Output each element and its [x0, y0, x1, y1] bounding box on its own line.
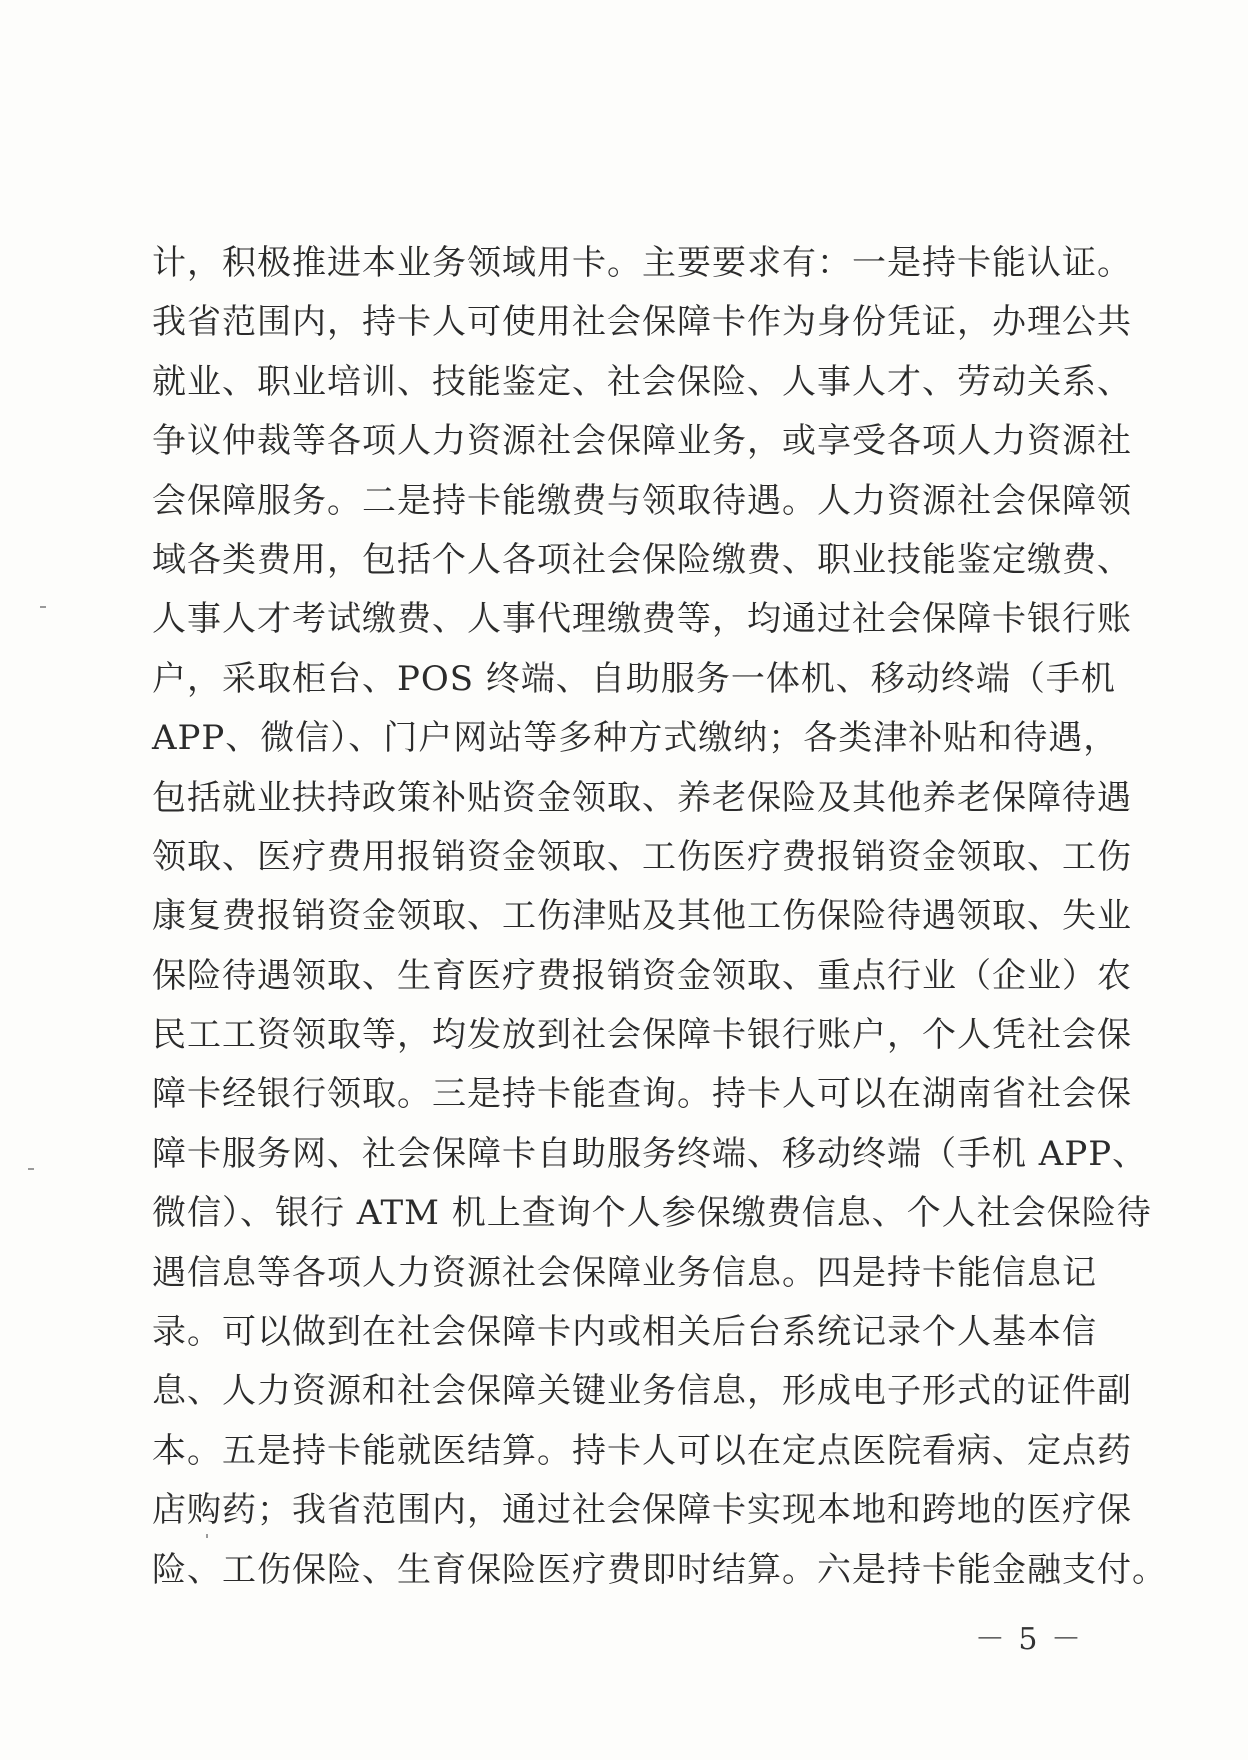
text-line: 保险待遇领取、生育医疗费报销资金领取、重点行业（企业）农 [152, 955, 1132, 996]
scan-mark [28, 1168, 34, 1170]
text-line: 险、工伤保险、生育保险医疗费即时结算。六是持卡能金融支付。 [152, 1549, 1167, 1590]
text-line: 息、人力资源和社会保障关键业务信息，形成电子形式的证件副 [152, 1371, 1132, 1412]
text-line: 域各类费用，包括个人各项社会保险缴费、职业技能鉴定缴费、 [152, 539, 1132, 580]
text-line: 民工工资领取等，均发放到社会保障卡银行账户，个人凭社会保 [152, 1015, 1132, 1056]
text-line: 我省范围内，持卡人可使用社会保障卡作为身份凭证，办理公共 [152, 302, 1132, 343]
text-line: 店购药；我省范围内，通过社会保障卡实现本地和跨地的医疗保 [152, 1490, 1132, 1531]
body-text [152, 234, 1167, 1600]
text-line: 障卡经银行领取。三是持卡能查询。持卡人可以在湖南省社会保 [152, 1074, 1132, 1115]
text-line: 微信）、银行 ATM 机上查询个人参保缴费信息、个人社会保险待 [152, 1193, 1152, 1234]
page-number: － 5 － [974, 1622, 1083, 1657]
text-line: 本。五是持卡能就医结算。持卡人可以在定点医院看病、定点药 [152, 1430, 1132, 1471]
text-line: 遇信息等各项人力资源社会保障业务信息。四是持卡能信息记 [152, 1252, 1097, 1293]
text-line: 人事人才考试缴费、人事代理缴费等，均通过社会保障卡银行账 [152, 599, 1132, 640]
text-line: 包括就业扶持政策补贴资金领取、养老保险及其他养老保障待遇 [152, 777, 1132, 818]
scan-mark [40, 606, 46, 608]
text-line: 录。可以做到在社会保障卡内或相关后台系统记录个人基本信 [152, 1312, 1097, 1353]
text-line: 领取、医疗费用报销资金领取、工伤医疗费报销资金领取、工伤 [152, 836, 1132, 877]
text-line: APP、微信）、门户网站等多种方式缴纳；各类津补贴和待遇， [152, 718, 1119, 759]
text-line: 障卡服务网、社会保障卡自助服务终端、移动终端（手机 APP、 [152, 1133, 1148, 1174]
text-line: 争议仲裁等各项人力资源社会保障业务，或享受各项人力资源社 [152, 421, 1132, 462]
text-line: 会保障服务。二是持卡能缴费与领取待遇。人力资源社会保障领 [152, 480, 1132, 521]
text-line: 户，采取柜台、POS 终端、自助服务一体机、移动终端（手机 [152, 658, 1116, 699]
text-line: 计，积极推进本业务领域用卡。主要要求有：一是持卡能认证。 [152, 243, 1132, 283]
text-line: 就业、职业培训、技能鉴定、社会保险、人事人才、劳动关系、 [152, 361, 1132, 402]
text-line: 康复费报销资金领取、工伤津贴及其他工伤保险待遇领取、失业 [152, 896, 1132, 937]
